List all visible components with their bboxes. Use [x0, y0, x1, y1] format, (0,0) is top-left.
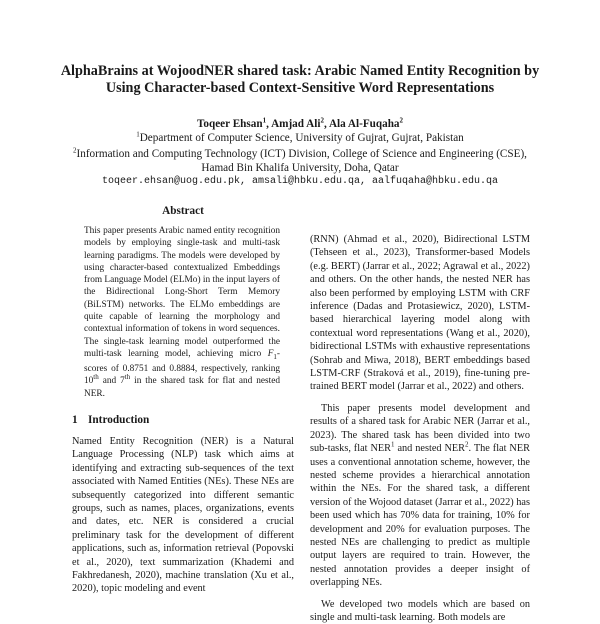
author-affil-mark: 2 [320, 116, 324, 125]
shared-task-paragraph: This paper presents model development and results of a shared task for Arabic NER (Jarrar et al., 2023). The shared task has been divided into two sub-tasks, flat NER$^1$ and nested NER$^2$. The flat NER uses a conventional annotation scheme, however, the nested scheme provides a hierarchical annotation within the NEs. For the shared task, a different version of the Wojood dataset (Jarrar et al., 2022) has been used which has 70% data for training, 10% for development and 20% for evaluation purposes. The nested NEs are challenging to predict as multiple output layers are required to train. However, the nested annotation provides a deeper insight of overlapping NEs. [310, 402, 531, 589]
models-paragraph: We developed two models which are based on single and multi-task learning. Both models are [310, 598, 530, 623]
affiliation-line: $^2$Information and Computing Technology (ICT) Division, College of Science and Engineering (CSE), [73, 146, 527, 160]
footnote-mark: 2 [465, 440, 469, 449]
author-list: Toqeer Ehsan$^1$, Amjad Ali$^2$, Ala Al-Fuqaha$^2$ [196, 116, 404, 130]
abstract-text: This paper presents Arabic named entity recognition models by employing single-task and multi-task learning paradigms. The models were developed by using character-based contextualized Embeddings from Language Model (ELMo) in the input layers of the Bidirectional Long-Short Term Memory (BiLSTM) networks. The ELMo embeddings are quite capable of learning the morphology and contextual information of tokens in word sequences. The single-task learning model outperformed the multi-task learning model, achieving micro $F_1$-scores of 0.8751 and 0.8884, respectively, ranking 10th and 7th in the shared task for flat and nested NER. [84, 226, 280, 399]
left-column [72, 205, 294, 596]
section-heading-introduction: 1 Introduction [72, 414, 150, 427]
footnote-mark: 1 [391, 440, 395, 449]
author-affil-mark: 2 [399, 116, 404, 125]
intro-paragraph: Named Entity Recognition (NER) is a Natural Language Processing (NLP) task which aims at identifying and extracting sub-sequences of the text associated with Named Entities (NEs). These NEs are subsequently categorized into different semantic groups, such as names, places, organizations, events and dates, etc. NER is considered a crucial preliminary task for the development of different applications, such as, information retrieval (Popovski et al., 2020), text summarization (Khademi and Fakhredanesh, 2020), machine translation (Xu et al., 2020), topic modeling and event [72, 436, 294, 595]
paper-title: AlphaBrains at WojoodNER shared task: Arabic Named Entity Recognition by Using Character-based Context-Sensitive Word Representations [60, 63, 540, 96]
author-name: Toqeer Ehsan [196, 118, 263, 130]
affiliation-line: $^1$Department of Computer Science, University of Gujrat, Gujrat, Pakistan [136, 130, 464, 144]
author-name: Ala Al-Fuqaha [328, 118, 400, 130]
author-emails: toqeer.ehsan@uog.edu.pk, amsali@hbku.edu.qa, aalfuqaha@hbku.edu.qa [101, 176, 499, 187]
abstract-heading: Abstract [162, 205, 204, 217]
right-column [310, 233, 530, 624]
related-work-paragraph: (RNN) (Ahmad et al., 2020), Bidirectional LSTM (Tehseen et al., 2023), Transformer-based Models (e.g. BERT) (Jarrar et al., 2022; Agrawal et al., 2022) and others. On the other hands, the nested NER has also been performed by employing LSTM with CRF inference (Dadas and Protasiewicz, 2020), LSTM-based hierarchical layering model along with contextual word representations (Wang et al., 2020), bidirectional LSTMs with exhaustive representations (Sohrab and Miwa, 2018), BERT embeddings based LSTM-CRF (Straková et al., 2019), fine-tuning pre-trained BERT model (Jarrar et al., 2022) and others. [310, 234, 530, 393]
author-affil-mark: 1 [262, 116, 267, 125]
author-name: Amjad Ali [271, 118, 321, 130]
affiliation-line: Hamad Bin Khalifa University, Doha, Qatar [201, 162, 399, 174]
